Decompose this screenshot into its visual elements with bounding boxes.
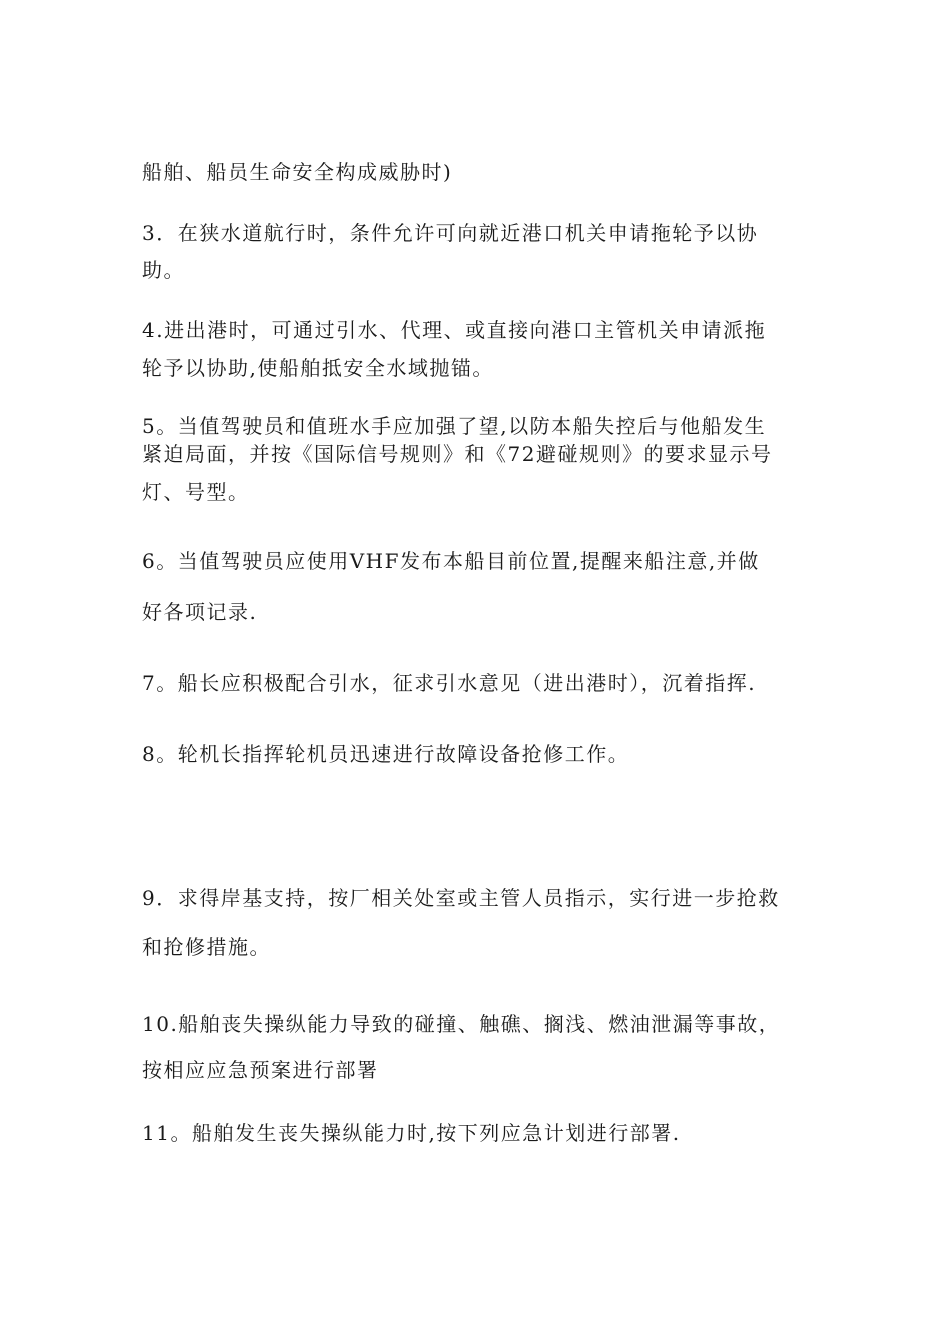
text-line-4: 4.进出港时，可通过引水、代理、或直接向港口主管机关申请派拖 (142, 318, 767, 342)
text-line-15: 10.船舶丧失操纵能力导致的碰撞、触礁、搁浅、燃油泄漏等事故， (142, 1012, 781, 1036)
text-line-1: 船舶、船员生命安全构成威胁时) (142, 160, 453, 184)
text-line-2: 3．在狭水道航行时，条件允许可向就近港口机关申请拖轮予以协 (142, 221, 759, 245)
text-line-14: 和抢修措施。 (142, 935, 271, 959)
text-line-5: 轮予以协助,使船舶抵安全水域抛锚。 (142, 356, 494, 380)
text-line-13: 9．求得岸基支持，按厂相关处室或主管人员指示，实行进一步抢救 (142, 886, 780, 910)
text-line-11: 7。船长应积极配合引水，征求引水意见（进出港时），沉着指挥. (142, 671, 757, 695)
text-line-3: 助。 (142, 258, 185, 282)
text-line-9: 6。当值驾驶员应使用VHF发布本船目前位置,提醒来船注意,并做 (142, 549, 760, 573)
text-line-6: 5。当值驾驶员和值班水手应加强了望,以防本船失控后与他船发生 (142, 414, 767, 438)
text-line-8: 灯、号型。 (142, 480, 250, 504)
text-line-12: 8。轮机长指挥轮机员迅速进行故障设备抢修工作。 (142, 742, 630, 766)
text-line-17: 11。船舶发生丧失操纵能力时,按下列应急计划进行部署. (142, 1121, 681, 1145)
text-line-16: 按相应应急预案进行部署 (142, 1058, 379, 1082)
text-line-10: 好各项记录. (142, 600, 258, 624)
text-line-7: 紧迫局面，并按《国际信号规则》和《72避碰规则》的要求显示号 (142, 442, 773, 466)
